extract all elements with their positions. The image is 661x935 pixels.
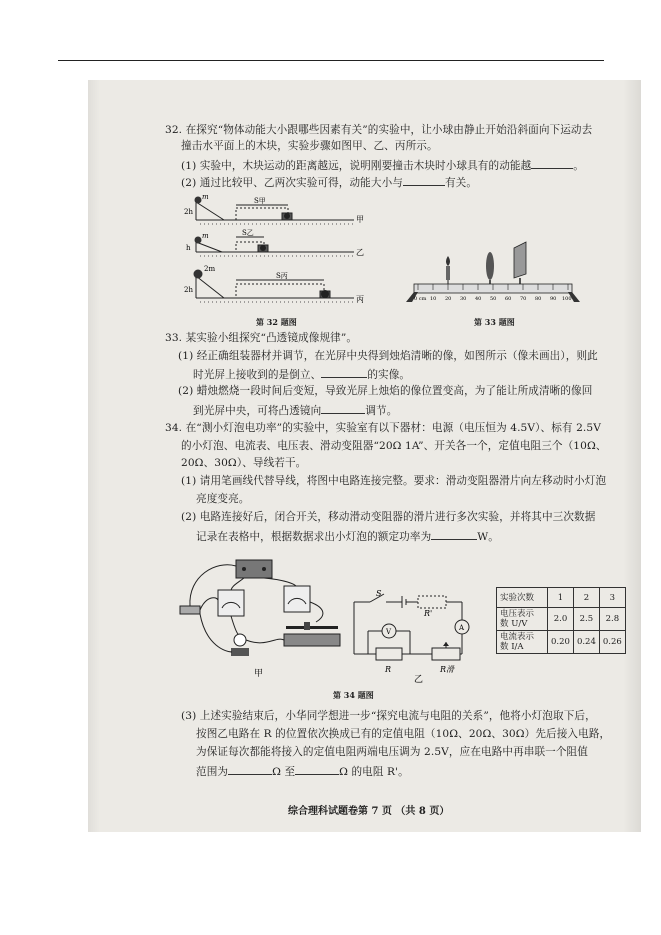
table-header: 实验次数 — [497, 588, 548, 608]
fig32-caption: 第 32 题图 — [256, 317, 297, 327]
table-cell: 3 — [599, 588, 625, 608]
label-switch: S — [376, 589, 382, 598]
answer-blank[interactable] — [321, 367, 367, 378]
answer-blank[interactable] — [321, 403, 365, 414]
svg-text:50: 50 — [490, 296, 497, 302]
table-header: 电流表示 数 I/A — [497, 631, 548, 654]
table-cell: 2.5 — [573, 608, 599, 631]
label-s-yi: S乙 — [242, 229, 254, 237]
label-2h: 2h — [184, 208, 193, 216]
q34-line2: 的小灯泡、电流表、电压表、滑动变阻器“20Ω 1A”、开关各一个，定值电阻三个（10Ω、 — [181, 440, 607, 452]
fig32-diagram — [184, 194, 384, 314]
label-m: m — [202, 232, 209, 240]
label-jia: 甲 — [356, 215, 364, 224]
label-2m: 2m — [204, 265, 216, 273]
page-footer: 综合理科试题卷第 7 页 （共 8 页） — [288, 806, 450, 817]
q32-part2: (2) 通过比较甲、乙两次实验可得，动能大小与 有关。 — [181, 177, 478, 189]
svg-text:100: 100 — [562, 296, 572, 302]
q33-part2: (2) 蜡烛燃烧一段时间后变短，导致光屏上烛焰的像位置变高，为了能让所成清晰的像回 — [178, 385, 593, 397]
svg-text:20: 20 — [445, 296, 452, 302]
svg-text:70: 70 — [520, 296, 527, 302]
label-h: h — [186, 244, 191, 252]
table-row — [497, 588, 626, 608]
q33-part1-cont: 时光屏上接收到的是倒立、 的实像。 — [193, 369, 411, 381]
q34-part3-line3: 为保证每次都能将接入的定值电阻两端电压调为 2.5V，应在电路中再串联一个阻值 — [196, 746, 588, 758]
table-cell: 0.24 — [573, 631, 599, 654]
svg-text:90: 90 — [550, 296, 557, 302]
table-cell: 0.20 — [548, 631, 574, 654]
label-jia: 甲 — [254, 669, 264, 679]
fig34-caption: 第 34 题图 — [333, 690, 374, 700]
label-m: m — [202, 193, 209, 201]
svg-text:30: 30 — [460, 296, 467, 302]
label-yi: 乙 — [356, 248, 364, 257]
svg-text:60: 60 — [505, 296, 512, 302]
q34-line3: 20Ω、30Ω）、导线若干。 — [181, 457, 307, 469]
q32-part1: (1) 实验中，木块运动的距离越远，说明刚要撞击木块时小球具有的动能越 。 — [181, 160, 584, 172]
label-yi: 乙 — [414, 675, 424, 685]
table-header: 电压表示 数 U/V — [497, 608, 548, 631]
answer-blank[interactable] — [431, 529, 477, 540]
table-cell: 0.26 — [599, 631, 625, 654]
q33-part1: (1) 经正确组装器材并调节，在光屏中央得到烛焰清晰的像，如图所示（像未画出），则此 — [178, 350, 598, 362]
q34-part3-line4: 范围为 Ω 至 Ω 的电阻 R'。 — [196, 766, 409, 778]
label-r-hua: R滑 — [440, 665, 455, 674]
table-cell: 2.0 — [548, 608, 574, 631]
q34-line1: 34. 在“测小灯泡电功率”的实验中，实验室有以下器材：电源（电压恒为 4.5V）、标有 2.5V — [165, 422, 601, 434]
fig33-caption: 第 33 题图 — [474, 317, 515, 327]
label-ammeter: A — [459, 624, 465, 632]
table-cell: 1 — [548, 588, 574, 608]
exam-photo — [88, 80, 641, 832]
q33-title: 33. 某实验小组探究“凸透镜成像规律”。 — [165, 332, 358, 344]
label-voltmeter: V — [386, 628, 392, 636]
fig34-apparatus — [176, 556, 356, 680]
answer-blank[interactable] — [531, 158, 573, 169]
fig33-optical-bench — [404, 234, 580, 310]
svg-text:10: 10 — [430, 296, 437, 302]
table-row — [497, 631, 626, 654]
q34-part2-cont: 记录在表格中，根据数据求出小灯泡的额定功率为 W。 — [196, 531, 499, 543]
table-cell: 2 — [573, 588, 599, 608]
table-row — [497, 608, 626, 631]
data-table — [496, 587, 626, 654]
label-r: R — [385, 665, 392, 674]
fig34-circuit — [348, 586, 488, 685]
q34-part3-line2: 按图乙电路在 R 的位置依次换成已有的定值电阻（10Ω、20Ω、30Ω）先后接入电路， — [196, 728, 611, 740]
top-rule — [58, 60, 604, 61]
table-cell: 2.8 — [599, 608, 625, 631]
q34-part3: (3) 上述实验结束后，小华同学想进一步“探究电流与电阻的关系”，他将小灯泡取下后， — [181, 710, 596, 722]
label-s-bing: S丙 — [276, 272, 288, 280]
label-r-prime: R' — [424, 609, 433, 618]
label-s-jia: S甲 — [254, 197, 266, 205]
label-2h: 2h — [184, 286, 193, 294]
answer-blank[interactable] — [228, 764, 272, 775]
svg-text:80: 80 — [535, 296, 542, 302]
label-bing: 丙 — [356, 295, 364, 304]
q34-part2: (2) 电路连接好后，闭合开关，移动滑动变阻器的滑片进行多次实验，并将其中三次数据 — [181, 511, 596, 523]
q34-part1: (1) 请用笔画线代替导线，将图中电路连接完整。要求：滑动变阻器滑片向左移动时小灯泡 — [181, 475, 607, 487]
q32-title-cont: 撞击水平面上的木块，实验步骤如图甲、乙、丙所示。 — [181, 140, 438, 152]
svg-text:0 cm: 0 cm — [414, 296, 427, 302]
svg-text:40: 40 — [475, 296, 482, 302]
answer-blank[interactable] — [403, 175, 445, 186]
q32-title: 32. 在探究“物体动能大小跟哪些因素有关”的实验中，让小球由静止开始沿斜面向下运动去 — [165, 124, 593, 136]
answer-blank[interactable] — [295, 764, 339, 775]
q34-part1-cont: 亮度变亮。 — [196, 493, 250, 505]
q33-part2-cont: 到光屏中央，可将凸透镜向 调节。 — [193, 405, 398, 417]
